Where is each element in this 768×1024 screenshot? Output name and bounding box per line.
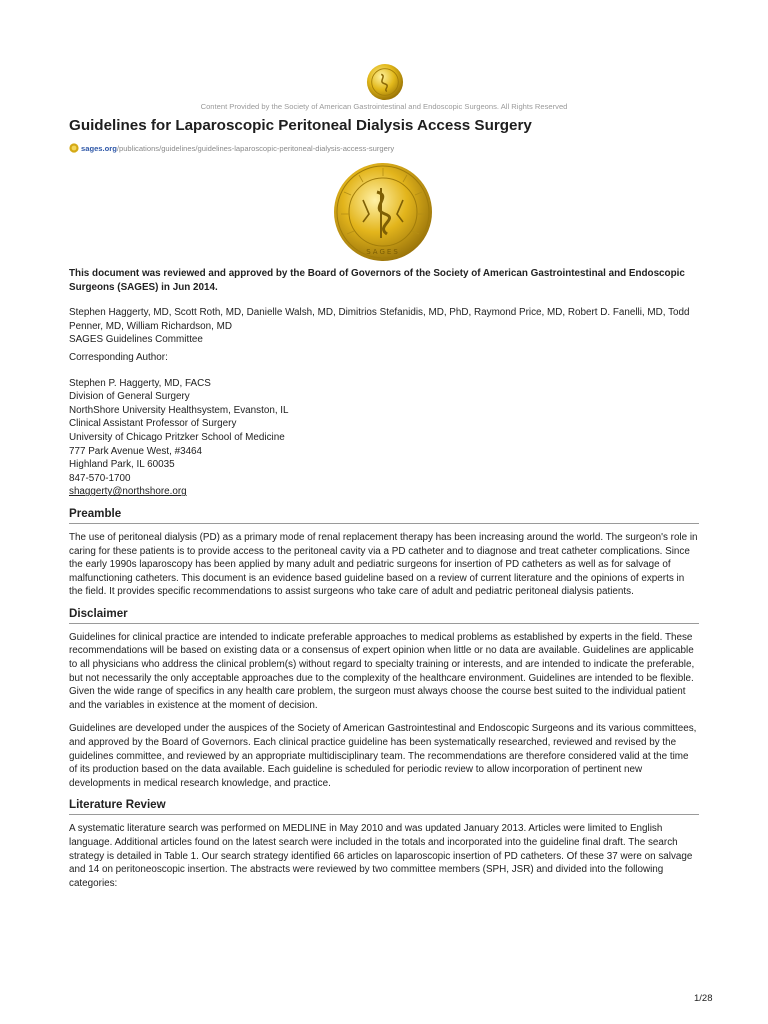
literature-review-paragraph: A systematic literature search was performed on MEDLINE in May 2010 and was updated January 2013. Articles were limited to English language. Additional articles found on the latest search were included in the totals and incorporated into the guideline final draft. The search strategy is detailed in Table 1. Our search strategy identified 66 articles on laparoscopic insertion of PD catheters. Of these 37 were on salvage and 14 on peritoneoscopic insertion. The abstracts were reviewed by two committee members (SPH, JSR) and divided into the following categories: xyxy=(69,823,693,889)
page-number: 1/28 xyxy=(694,993,713,1004)
preamble-paragraph: The use of peritoneal dialysis (PD) as a primary mode of renal replacement therapy has been increasing around the world. The surgeon's role in caring for these patients is to provide access to the peritoneal cavity via a PD catheter and to diagnose and treat catheter complications. Since the early 1990s laparoscopy has been applied by many adult and pediatric surgeons for insertion of PD catheters as well as for salvage of malfunctioning catheters. This document is an evidence based guideline based on a review of current literature and the opinions of experts in the field. It provides specific recommendations to assist surgeons who take care of adult and pediatric peritoneal dialysis patients. xyxy=(69,531,698,598)
address-line: NorthShore University Healthsystem, Evanston, IL xyxy=(69,404,289,416)
provided-by-note: Content Provided by the Society of American Gastrointestinal and Endoscopic Surgeons. All Rights Reserved xyxy=(200,102,568,111)
disclaimer-paragraph-1: Guidelines for clinical practice are intended to indicate preferable approaches to medical problems as established by experts in the field. These recommendations will be based on existing data or a consensus of expert opinion when little or no data are available. Guidelines are applicable to all physicians who address the clinical problem(s) without regard to specialty training or interests, and are intended to indicate the preferable, but not necessarily the only acceptable approaches due to the complexity of the healthcare environment. Guidelines are intended to be flexible. Given the wide range of specifics in any health care problem, the surgeon must always choose the course best suited to the individual patient and the variables in existence at the moment of decision. xyxy=(69,631,695,711)
address-line: 777 Park Avenue West, #3464 xyxy=(69,445,203,457)
preamble-heading: Preamble xyxy=(69,507,699,524)
url-host: sages.org xyxy=(81,144,117,153)
disclaimer-heading: Disclaimer xyxy=(69,607,699,624)
author-list: Stephen Haggerty, MD, Scott Roth, MD, Danielle Walsh, MD, Dimitrios Stefanidis, MD, PhD, Raymond Price, MD, Robert D. Fanelli, MD, Todd Penner, MD, William Richardson, MD xyxy=(69,307,690,332)
email-link[interactable]: shaggerty@northshore.org xyxy=(69,486,187,498)
address-line: Division of General Surgery xyxy=(69,391,190,403)
sages-logo-icon xyxy=(366,63,404,101)
seal-text: SAGES xyxy=(366,248,400,256)
document-body xyxy=(69,267,699,890)
source-url[interactable] xyxy=(69,143,394,155)
address-line: Stephen P. Haggerty, MD, FACS xyxy=(69,377,211,389)
page-title: Guidelines for Laparoscopic Peritoneal Dialysis Access Surgery xyxy=(69,117,532,134)
corresponding-address xyxy=(69,377,699,499)
literature-review-heading: Literature Review xyxy=(69,798,699,815)
address-line: 847-570-1700 xyxy=(69,472,131,484)
sages-favicon-icon xyxy=(69,143,79,153)
committee-name: SAGES Guidelines Committee xyxy=(69,334,203,346)
disclaimer-paragraph-2: Guidelines are developed under the auspices of the Society of American Gastrointestinal and Endoscopic Surgeons and its various committees, and approved by the Board of Governors. Each clinical practice guideline has been systematically researched, reviewed and revised by the guidelines committee, and reviewed by an appropriate multidisciplinary team. The recommendations are therefore considered valid at the time of its production based on the data available. Each guideline is scheduled for periodic review to allow incorporation of pertinent new developments in medical research knowledge, and practice. xyxy=(69,723,697,789)
approval-statement: This document was reviewed and approved by the Board of Governors of the Society of American Gastrointestinal and Endoscopic Surgeons (SAGES) in Jun 2014. xyxy=(69,268,685,293)
corresponding-label: Corresponding Author: xyxy=(69,351,168,363)
address-line: Clinical Assistant Professor of Surgery xyxy=(69,418,237,430)
address-line: Highland Park, IL 60035 xyxy=(69,459,175,471)
address-line: University of Chicago Pritzker School of Medicine xyxy=(69,431,285,443)
url-path: /publications/guidelines/guidelines-laparoscopic-peritoneal-dialysis-access-surgery xyxy=(116,144,395,153)
sages-seal-icon xyxy=(333,162,433,262)
